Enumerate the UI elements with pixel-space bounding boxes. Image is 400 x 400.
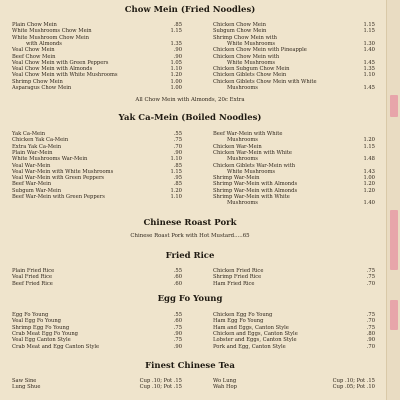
menu-item-row (12, 66, 182, 72)
menu-item-row (213, 28, 375, 34)
menu-item-name: Shrimp Egg Fo Young (12, 324, 70, 331)
menu-item-price: .60 (173, 318, 182, 325)
menu-item-name: with Almonds (26, 40, 62, 47)
menu-item-row (213, 150, 375, 156)
menu-item-row (213, 175, 375, 181)
menu-item-price: 1.20 (363, 181, 375, 188)
menu-item-name: Chicken Chow Mein with Pineapple (213, 47, 307, 54)
menu-item-row (213, 312, 375, 318)
menu-item-price: Cup .05; Pot .10 (332, 384, 375, 391)
menu-item-name: Beef War-Mein with Green Peppers (12, 194, 105, 200)
menu-item-name: Veal Egg Canton Style (12, 337, 71, 344)
menu-item-name: Chicken Chow Mein with (213, 53, 280, 60)
menu-item-row (213, 35, 375, 41)
menu-item-row (213, 384, 375, 390)
menu-item-name: Ham Fried Rice (213, 280, 255, 287)
section-title-roast-pork: Chinese Roast Pork (143, 218, 237, 228)
menu-item-name: Wah Hop (213, 384, 237, 391)
menu-item-row (213, 79, 375, 85)
menu-item-name: White Mushrooms Chow Mein (12, 28, 92, 35)
menu-item-price: .70 (366, 280, 375, 287)
section-title-yak-ca-mein: Yak Ca-Mein (Boiled Noodles) (118, 113, 262, 123)
menu-item-price: .90 (173, 149, 182, 156)
menu-item-price: 1.45 (363, 85, 375, 91)
menu-item-price: .70 (366, 343, 375, 350)
menu-item-name: Veal War-Mein with Green Peppers (12, 175, 105, 182)
menu-item-row (213, 344, 375, 350)
menu-item-price: 1.15 (170, 28, 182, 35)
menu-item-row (213, 274, 375, 280)
menu-item-name: White Mushrooms War-Mein (12, 156, 88, 163)
menu-item-price: .75 (366, 324, 375, 331)
menu-item-name: Chicken Chow Mein (213, 22, 266, 28)
menu-item-price: 1.10 (170, 156, 182, 163)
menu-item-price: .60 (173, 280, 182, 287)
menu-item-price: .85 (173, 22, 182, 28)
menu-item-name: Yak Ca-Mein (12, 131, 46, 137)
menu-item-price: 1.10 (170, 194, 182, 200)
menu-item-price: .60 (173, 274, 182, 281)
menu-item-price: 1.20 (170, 72, 182, 79)
menu-item-name: Veal War-Mein (12, 162, 51, 169)
menu-item-row (213, 60, 375, 66)
menu-item-name: Chicken Giblets War-Mein with (213, 162, 296, 169)
menu-item-price: .90 (366, 337, 375, 344)
menu-item-price: 1.43 (363, 168, 375, 175)
menu-item-name: Mushrooms (227, 85, 258, 91)
menu-item-price: Cup .10; Pot .15 (139, 378, 182, 384)
menu-item-name: Chicken Yak Ca-Mein (12, 137, 69, 144)
menu-item-name: Chicken Giblets Chow Mein (213, 72, 287, 79)
menu-item-name: Plain Chow Mein (12, 22, 57, 28)
menu-item-price: .90 (173, 47, 182, 54)
menu-item-name: Chicken Giblets Chow Mein with White (213, 78, 317, 85)
menu-item-price: 1.20 (363, 137, 375, 144)
menu-item-row (213, 85, 375, 91)
menu-item-price: 1.05 (170, 59, 182, 66)
menu-item-name: Egg Fo Young (12, 312, 49, 318)
menu-item-name: Asparagus Chow Mein (12, 85, 72, 91)
menu-item-row (213, 188, 375, 194)
menu-item-row (12, 144, 182, 150)
menu-item-row (12, 54, 182, 60)
section-title-fried-rice: Fried Rice (165, 251, 215, 261)
menu-item-row (12, 150, 182, 156)
menu-item-name: Veal Fried Rice (12, 274, 53, 281)
menu-item-price: 1.35 (170, 40, 182, 47)
menu-item-row (213, 337, 375, 343)
menu-item-name: Beef Chow Mein (12, 53, 56, 60)
menu-item-row (213, 163, 375, 169)
menu-item-name: Chicken War-Mein (213, 143, 262, 150)
menu-item-row (213, 169, 375, 175)
menu-item-name: Shrimp War-Mein (213, 175, 260, 182)
menu-item-row (12, 72, 182, 78)
menu-item-price: 1.20 (363, 187, 375, 194)
menu-item-name: Veal Chow Mein with White Mushrooms (12, 72, 118, 79)
menu-item-price: .75 (366, 268, 375, 274)
menu-item-row (12, 169, 182, 175)
menu-item-name: Shrimp Chow Mein with (213, 34, 278, 41)
menu-item-price: Cup .10; Pot .15 (139, 384, 182, 391)
menu-item-row (12, 163, 182, 169)
menu-item-row (213, 54, 375, 60)
menu-item-row (12, 131, 182, 137)
menu-item-name: Crab Meat and Egg Canton Style (12, 343, 100, 350)
menu-item-row (213, 47, 375, 53)
menu-item-name: Beef War-Mein (12, 181, 52, 188)
menu-item-name: Extra Yak Ca-Mein (12, 143, 62, 150)
menu-item-row (213, 281, 375, 287)
menu-item-name: Chicken Fried Rice (213, 268, 264, 274)
menu-item-name: White Mushrooms (227, 59, 276, 66)
menu-item-row (12, 318, 182, 324)
menu-item-price: 1.40 (363, 200, 375, 207)
menu-item-price: .75 (173, 137, 182, 144)
menu-item-name: Crab Meat Egg Fo Young (12, 330, 78, 337)
menu-item-price: 1.10 (170, 66, 182, 73)
menu-item-row (213, 331, 375, 337)
menu-item-name: Wo Lung (213, 378, 237, 384)
menu-item-row (12, 331, 182, 337)
menu-item-row (213, 72, 375, 78)
menu-item-row (12, 181, 182, 187)
menu-item-price: 1.40 (363, 47, 375, 54)
menu-item-row (213, 41, 375, 47)
menu-item-row (12, 85, 182, 91)
menu-item-name: Shrimp Fried Rice (213, 274, 262, 281)
menu-item-price: .95 (173, 175, 182, 182)
menu-item-price: .75 (366, 274, 375, 281)
menu-item-price: 1.35 (363, 66, 375, 73)
menu-item-price: .75 (173, 337, 182, 344)
menu-item-price: Cup .10; Pot .15 (332, 378, 375, 384)
menu-item-name: Ham Egg Fo Young (213, 318, 264, 325)
menu-item-row (12, 325, 182, 331)
menu-item-price: .85 (173, 162, 182, 169)
menu-item-name: Veal Chow Mein with Almonds (12, 66, 93, 73)
menu-item-price: .90 (173, 330, 182, 337)
menu-item-price: .70 (173, 143, 182, 150)
menu-item-name: Ham and Eggs, Canton Style (213, 324, 289, 331)
menu-item-row (12, 41, 182, 47)
menu-item-name: Shrimp War-Mein with White (213, 194, 290, 200)
menu-item-name: Beef War-Mein with White (213, 131, 283, 137)
menu-item-name: Veal War-Mein with White Mushrooms (12, 168, 114, 175)
menu-item-row (12, 384, 182, 390)
menu-item-row (213, 268, 375, 274)
pink-tab-marker (390, 95, 398, 117)
menu-item-name: Subgum Chow Mein (213, 28, 267, 35)
menu-item-row (12, 337, 182, 343)
menu-item-row (213, 144, 375, 150)
menu-item-row (12, 35, 182, 41)
menu-item-price: 1.15 (363, 28, 375, 35)
menu-item-price: 1.20 (170, 187, 182, 194)
menu-item-name: Pork and Egg, Canton Style (213, 343, 286, 350)
menu-item-price: 1.30 (363, 40, 375, 47)
menu-item-name: Veal Chow Mein with Green Peppers (12, 59, 109, 66)
menu-item-row (213, 200, 375, 206)
menu-item-row (213, 156, 375, 162)
menu-item-name: Subgum War-Mein (12, 187, 62, 194)
roast-pork-line: Chinese Roast Pork with Hot Mustard.....65 (130, 233, 250, 239)
menu-item-price: 1.10 (363, 72, 375, 79)
menu-item-row (213, 318, 375, 324)
menu-item-name: Shrimp War-Mein with Almonds (213, 181, 298, 188)
pink-tab-marker (390, 300, 398, 330)
menu-item-price: .85 (173, 181, 182, 188)
menu-item-name: Mushrooms (227, 200, 258, 207)
menu-item-name: Plain Fried Rice (12, 268, 55, 274)
menu-item-price: .55 (173, 268, 182, 274)
menu-item-name: Lung Shue (12, 384, 41, 391)
menu-item-name: Chicken Subgum Chow Mein (213, 66, 290, 73)
menu-item-row (213, 378, 375, 384)
menu-item-price: 1.15 (170, 168, 182, 175)
menu-item-price: .80 (366, 330, 375, 337)
menu-item-name: Shrimp War-Mein with Almonds (213, 187, 298, 194)
menu-item-name: Saw Sine (12, 378, 37, 384)
section-title-tea: Finest Chinese Tea (145, 361, 235, 371)
menu-item-row (213, 181, 375, 187)
menu-item-price: .90 (173, 53, 182, 60)
menu-item-price: .55 (173, 312, 182, 318)
menu-item-row (213, 131, 375, 137)
menu-item-price: 1.45 (363, 59, 375, 66)
menu-item-price: .55 (173, 131, 182, 137)
menu-item-row (12, 79, 182, 85)
menu-item-row (12, 378, 182, 384)
menu-item-row (213, 66, 375, 72)
menu-item-row (12, 274, 182, 280)
menu-item-name: Shrimp Chow Mein (12, 78, 63, 85)
menu-item-row (12, 188, 182, 194)
menu-item-name: White Mushrooms (227, 168, 276, 175)
menu-item-row (12, 268, 182, 274)
menu-item-price: .90 (173, 343, 182, 350)
page-binding (386, 0, 400, 400)
menu-item-row (213, 137, 375, 143)
pink-tab-marker (390, 210, 398, 270)
menu-item-name: Mushrooms (227, 137, 258, 144)
menu-item-row (12, 156, 182, 162)
menu-item-price: 1.15 (363, 22, 375, 28)
chow-mein-note: All Chow Mein with Almonds, 20c Extra (135, 97, 245, 103)
section-title-chow-mein: Chow Mein (Fried Noodles) (124, 5, 256, 15)
menu-item-name: Chicken War-Mein with White (213, 149, 292, 156)
menu-item-price: 1.00 (363, 175, 375, 182)
menu-item-name: Lobster and Eggs, Canton Style (213, 337, 297, 344)
menu-item-price: 1.15 (363, 143, 375, 150)
menu-item-row (12, 60, 182, 66)
menu-item-price: 1.00 (170, 85, 182, 91)
menu-item-row (213, 325, 375, 331)
menu-item-price: .70 (366, 318, 375, 325)
menu-item-row (12, 47, 182, 53)
menu-item-row (213, 22, 375, 28)
menu-item-name: White Mushroom Chow Mein (12, 34, 89, 41)
menu-item-name: White Mushrooms (227, 40, 276, 47)
menu-item-price: 1.48 (363, 156, 375, 163)
menu-item-row (12, 344, 182, 350)
menu-item-row (12, 28, 182, 34)
menu-item-name: Veal Egg Fo Young (12, 318, 62, 325)
menu-item-row (213, 194, 375, 200)
menu-item-row (12, 22, 182, 28)
menu-item-row (12, 312, 182, 318)
menu-item-name: Mushrooms (227, 156, 258, 163)
menu-item-name: Beef Fried Rice (12, 280, 53, 287)
section-title-egg-fo-young: Egg Fo Young (157, 294, 223, 304)
menu-item-price: .75 (173, 324, 182, 331)
menu-item-row (12, 281, 182, 287)
menu-item-name: Chicken Egg Fo Young (213, 312, 273, 318)
menu-item-name: Plain War-Mein (12, 149, 53, 156)
menu-item-row (12, 137, 182, 143)
menu-item-name: Chicken and Eggs, Canton Style (213, 330, 298, 337)
menu-item-price: 1.00 (170, 78, 182, 85)
menu-item-name: Veal Chow Mein (12, 47, 55, 54)
menu-item-row (12, 194, 182, 200)
menu-item-row (12, 175, 182, 181)
menu-item-price: .75 (366, 312, 375, 318)
